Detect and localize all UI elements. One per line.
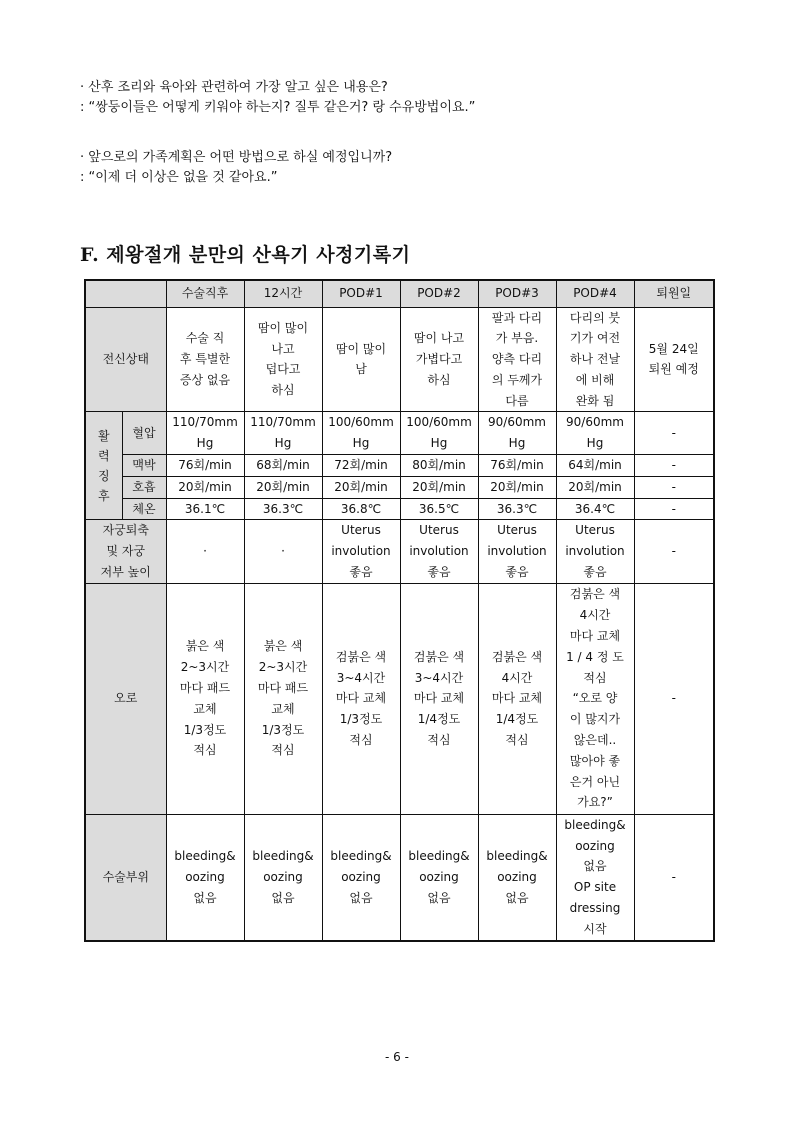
qa-block-2 [80, 148, 392, 188]
data-cell [244, 476, 322, 498]
cell-line: involution [565, 544, 625, 559]
cell-line: - [671, 544, 676, 559]
cell-line: 4시간 [579, 608, 611, 623]
data-cell [244, 814, 322, 940]
cell-line: 80회/min [412, 458, 466, 473]
data-cell [166, 412, 244, 455]
cell-line: 36.1℃ [184, 501, 226, 516]
data-cell [478, 476, 556, 498]
header-cell: 12시간 [244, 280, 322, 307]
cell-line: 교체 [193, 701, 217, 716]
data-cell [322, 814, 400, 940]
row-general-condition [85, 307, 714, 412]
cell-line: OP site [573, 880, 617, 895]
cell-line: 않은데.. [573, 733, 617, 748]
data-cell [244, 520, 322, 583]
data-cell [478, 307, 556, 412]
data-cell [634, 455, 714, 477]
cell-line: 적심 [349, 733, 373, 748]
cell-line: 36.4℃ [574, 501, 616, 516]
label-line: 및 자궁 [106, 544, 146, 559]
data-cell [322, 583, 400, 814]
cell-line: · [203, 544, 207, 559]
cell-line: 적심 [271, 743, 295, 758]
cell-line: 20회/min [490, 479, 544, 494]
data-cell [166, 498, 244, 520]
cell-line: oozing [185, 869, 225, 884]
data-cell [400, 476, 478, 498]
data-cell [634, 498, 714, 520]
answer-2: : “이제 더 이상은 없을 것 같아요.” [80, 170, 278, 185]
cell-line: - [671, 479, 676, 494]
label-line: 자궁퇴축 [102, 523, 149, 538]
data-cell [478, 583, 556, 814]
vital-label-char: 후 [97, 488, 110, 503]
cell-line: 36.3℃ [262, 501, 304, 516]
label-line: 저부 높이 [100, 565, 151, 580]
row-uterus-involution [85, 520, 714, 583]
cell-line: 20회/min [256, 479, 310, 494]
header-cell: POD#1 [322, 280, 400, 307]
cell-line: 기가 여전 [569, 331, 621, 346]
cell-line: 좋음 [427, 565, 451, 580]
cell-line: Hg [196, 436, 214, 451]
cell-line: 검붉은 색 [335, 649, 387, 664]
row-label: 수술부위 [85, 814, 166, 940]
cell-line: 1/3정도 [261, 722, 305, 737]
data-cell [556, 307, 634, 412]
data-cell [322, 520, 400, 583]
cell-line: 20회/min [334, 479, 388, 494]
cell-line: bleeding& [174, 849, 236, 864]
data-cell [244, 412, 322, 455]
vital-label-char: 력 [97, 448, 110, 463]
data-cell [478, 814, 556, 940]
cell-line: 완화 됨 [575, 393, 615, 408]
cell-line: 다름 [505, 393, 529, 408]
cell-line: 100/60mm [328, 415, 394, 430]
question-2: · 앞으로의 가족계획은 어떤 방법으로 하실 예정입니까? [80, 150, 393, 165]
data-cell [478, 498, 556, 520]
data-cell [400, 307, 478, 412]
cell-line: 20회/min [178, 479, 232, 494]
data-cell [634, 307, 714, 412]
cell-line: 시작 [583, 921, 607, 936]
cell-line: 110/70mm [172, 415, 238, 430]
row-lochia [85, 583, 714, 814]
cell-line: 2~3시간 [180, 660, 230, 675]
cell-line: 3~4시간 [414, 670, 464, 685]
cell-line: involution [409, 544, 469, 559]
vital-label-char: 징 [97, 468, 110, 483]
data-cell [400, 412, 478, 455]
cell-line: 없음 [271, 890, 295, 905]
cell-line: 하심 [427, 372, 451, 387]
cell-line: 1/4정도 [495, 712, 539, 727]
cell-line: 76회/min [490, 458, 544, 473]
data-cell [400, 583, 478, 814]
row-surgical-site [85, 814, 714, 940]
vital-label-char: 활 [97, 428, 110, 443]
cell-line: - [671, 458, 676, 473]
row-label: 호흡 [122, 476, 166, 498]
cell-line: 좋음 [505, 565, 529, 580]
data-cell [400, 455, 478, 477]
cell-line: 땀이 많이 [257, 320, 309, 335]
cell-line: oozing [341, 869, 381, 884]
cell-line: 적심 [427, 733, 451, 748]
cell-line: - [671, 691, 676, 706]
cell-line: oozing [497, 869, 537, 884]
cell-line: 하나 전날 [569, 352, 621, 367]
cell-line: 마다 교체 [569, 629, 621, 644]
data-cell [322, 476, 400, 498]
data-cell [400, 814, 478, 940]
cell-line: bleeding& [408, 849, 470, 864]
cell-line: dressing [569, 901, 621, 916]
row-label [85, 520, 166, 583]
cell-line: 1/4정도 [417, 712, 461, 727]
cell-line: 덥다고 [265, 362, 301, 377]
cell-line: 없음 [349, 890, 373, 905]
cell-line: 4시간 [501, 670, 533, 685]
cell-line: 땀이 나고 [413, 331, 465, 346]
header-cell: 퇴원일 [634, 280, 714, 307]
vital-signs-label [85, 412, 122, 520]
cell-line: 양측 다리 [491, 352, 543, 367]
cell-line: 증상 없음 [179, 372, 231, 387]
cell-line: - [671, 425, 676, 440]
cell-line: - [671, 501, 676, 516]
header-cell: 수술직후 [166, 280, 244, 307]
data-cell [166, 520, 244, 583]
cell-line: · [281, 544, 285, 559]
data-cell [556, 520, 634, 583]
cell-line: 좋음 [583, 565, 607, 580]
data-cell [166, 307, 244, 412]
cell-line: Hg [586, 436, 604, 451]
cell-line: 마다 교체 [335, 691, 387, 706]
data-cell [400, 520, 478, 583]
cell-line: involution [331, 544, 391, 559]
row-temperature [85, 498, 714, 520]
cell-line: Hg [274, 436, 292, 451]
data-cell [634, 583, 714, 814]
cell-line: Uterus [575, 523, 615, 538]
cell-line: oozing [419, 869, 459, 884]
cell-line: 마다 패드 [179, 681, 231, 696]
cell-line: 90/60mm [488, 415, 546, 430]
cell-line: 적심 [583, 670, 607, 685]
data-cell [322, 412, 400, 455]
question-1: · 산후 조리와 육아와 관련하여 가장 알고 싶은 내용은? [80, 80, 388, 95]
header-cell: POD#2 [400, 280, 478, 307]
cell-line: 1/3정도 [339, 712, 383, 727]
cell-line: 20회/min [412, 479, 466, 494]
row-blood-pressure [85, 412, 714, 455]
section-title: F. 제왕절개 분만의 산욕기 사정기록기 [80, 244, 411, 266]
qa-block-1 [80, 78, 475, 118]
cell-line: bleeding& [564, 817, 626, 832]
data-cell [166, 583, 244, 814]
cell-line: 1 / 4 정 도 [566, 649, 624, 664]
cell-line: bleeding& [486, 849, 548, 864]
cell-line: 없음 [583, 859, 607, 874]
cell-line: 적심 [505, 733, 529, 748]
cell-line: 90/60mm [566, 415, 624, 430]
cell-line: 검붉은 색 [413, 649, 465, 664]
cell-line: 남 [355, 362, 367, 377]
cell-line: 36.5℃ [418, 501, 460, 516]
cell-line: 100/60mm [406, 415, 472, 430]
cell-line: 1/3정도 [183, 722, 227, 737]
row-label: 맥박 [122, 455, 166, 477]
cell-line: 없음 [427, 890, 451, 905]
postpartum-assessment-table [84, 279, 715, 942]
data-cell [478, 520, 556, 583]
row-label: 체온 [122, 498, 166, 520]
row-respiration [85, 476, 714, 498]
cell-line: 붉은 색 [185, 639, 225, 654]
data-cell [634, 412, 714, 455]
cell-line: oozing [263, 869, 303, 884]
data-cell [556, 455, 634, 477]
cell-line: 마다 교체 [413, 691, 465, 706]
cell-line: 퇴원 예정 [648, 362, 699, 377]
cell-line: bleeding& [252, 849, 314, 864]
cell-line: 검붉은 색 [569, 587, 621, 602]
data-cell [634, 476, 714, 498]
cell-line: 후 특별한 [179, 352, 231, 367]
cell-line: Uterus [419, 523, 459, 538]
header-cell: POD#4 [556, 280, 634, 307]
data-cell [556, 476, 634, 498]
cell-line: Hg [430, 436, 448, 451]
cell-line: 땀이 많이 [335, 341, 387, 356]
data-cell [634, 520, 714, 583]
data-cell [244, 583, 322, 814]
data-cell [400, 498, 478, 520]
cell-line: 가볍다고 [415, 352, 463, 367]
cell-line: 76회/min [178, 458, 232, 473]
cell-line: 좋음 [349, 565, 373, 580]
cell-line: 에 비해 [575, 372, 615, 387]
data-cell [166, 814, 244, 940]
cell-line: 마다 패드 [257, 681, 309, 696]
data-cell [244, 498, 322, 520]
cell-line: 의 두께가 [491, 372, 543, 387]
cell-line: Hg [352, 436, 370, 451]
cell-line: 20회/min [568, 479, 622, 494]
cell-line: 팔과 다리 [491, 310, 543, 325]
corner-cell [85, 280, 166, 307]
cell-line: oozing [575, 838, 615, 853]
row-label: 혈압 [122, 412, 166, 455]
cell-line: 72회/min [334, 458, 388, 473]
data-cell [166, 455, 244, 477]
cell-line: 110/70mm [250, 415, 316, 430]
cell-line: 3~4시간 [336, 670, 386, 685]
data-cell [244, 455, 322, 477]
cell-line: 교체 [271, 701, 295, 716]
cell-line: involution [487, 544, 547, 559]
data-cell [634, 814, 714, 940]
cell-line: 가요?” [577, 795, 613, 810]
cell-line: 36.8℃ [340, 501, 382, 516]
cell-line: bleeding& [330, 849, 392, 864]
cell-line: Hg [508, 436, 526, 451]
cell-line: 많아야 좋 [569, 753, 621, 768]
cell-line: 이 많지가 [569, 712, 621, 727]
data-cell [556, 412, 634, 455]
data-cell [322, 307, 400, 412]
cell-line: 은거 아닌 [569, 774, 621, 789]
row-label: 전신상태 [85, 307, 166, 412]
cell-line: 68회/min [256, 458, 310, 473]
cell-line: 다리의 붓 [569, 310, 621, 325]
data-cell [244, 307, 322, 412]
page-number: - 6 - [385, 1050, 409, 1064]
data-cell [556, 583, 634, 814]
data-cell [478, 412, 556, 455]
cell-line: 수술 직 [185, 331, 225, 346]
data-cell [478, 455, 556, 477]
cell-line: “오로 양 [572, 691, 618, 706]
cell-line: Uterus [497, 523, 537, 538]
cell-line: 하심 [271, 383, 295, 398]
cell-line: 없음 [505, 890, 529, 905]
cell-line: 마다 교체 [491, 691, 543, 706]
cell-line: 36.3℃ [496, 501, 538, 516]
cell-line: - [671, 869, 676, 884]
cell-line: 없음 [193, 890, 217, 905]
cell-line: 5월 24일 [648, 341, 699, 356]
data-cell [322, 455, 400, 477]
row-label: 오로 [85, 583, 166, 814]
data-cell [322, 498, 400, 520]
cell-line: 붉은 색 [263, 639, 303, 654]
cell-line: 64회/min [568, 458, 622, 473]
data-cell [556, 498, 634, 520]
row-pulse [85, 455, 714, 477]
cell-line: 적심 [193, 743, 217, 758]
header-cell: POD#3 [478, 280, 556, 307]
cell-line: 나고 [271, 341, 295, 356]
header-row [85, 280, 714, 307]
cell-line: 2~3시간 [258, 660, 308, 675]
answer-1: : “쌍둥이들은 어떻게 키워야 하는지? 질투 같은거? 랑 수유방법이요.” [80, 100, 476, 115]
data-cell [166, 476, 244, 498]
data-cell [556, 814, 634, 940]
cell-line: Uterus [341, 523, 381, 538]
cell-line: 가 부음. [495, 331, 539, 346]
cell-line: 검붉은 색 [491, 649, 543, 664]
